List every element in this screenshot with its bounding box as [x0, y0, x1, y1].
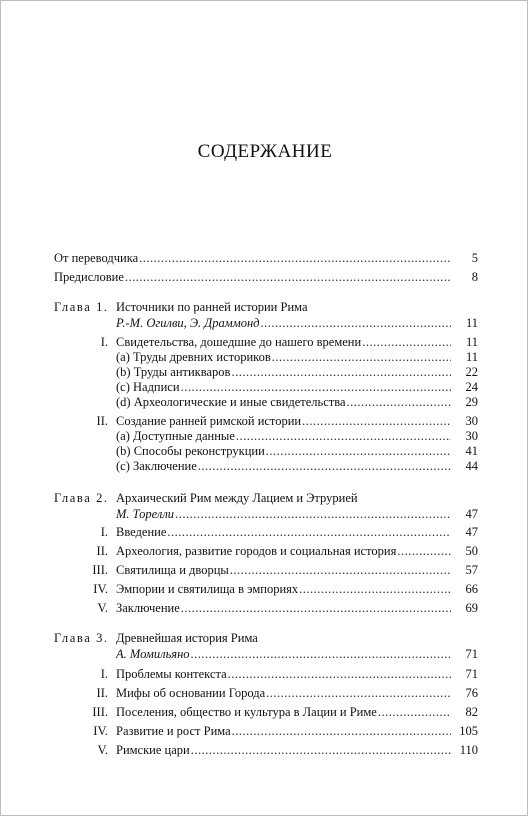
toc-entry-text: Введение — [116, 525, 167, 539]
toc-row — [1, 458, 528, 474]
toc-page-number: 110 — [459, 743, 478, 757]
toc-row — [1, 666, 528, 682]
toc-entry-text: Предисловие — [54, 270, 124, 284]
section-numeral: I. — [100, 667, 108, 681]
toc-entry-text: (c) Заключение — [116, 459, 197, 473]
section-numeral: II. — [96, 686, 108, 700]
toc-entry-text: (b) Труды антикваров — [116, 365, 231, 379]
toc-page-number: 5 — [471, 251, 478, 265]
section-numeral: I. — [100, 525, 108, 539]
toc-page-number: 71 — [465, 647, 478, 661]
toc-row — [1, 413, 528, 429]
section-numeral: II. — [96, 414, 108, 428]
contents-heading: СОДЕРЖАНИЕ — [197, 141, 333, 162]
chapter-3-authors — [1, 646, 528, 662]
toc-page-number: 11 — [465, 350, 478, 364]
toc-row — [1, 600, 528, 616]
toc-row — [1, 428, 528, 444]
dot-leader — [397, 543, 451, 559]
toc-row — [1, 349, 528, 365]
section-numeral: I. — [100, 335, 108, 349]
dot-leader — [191, 742, 451, 758]
toc-page-number: 29 — [465, 395, 478, 409]
dot-leader — [378, 704, 451, 720]
dot-leader — [175, 506, 451, 522]
toc-page-number: 66 — [465, 582, 478, 596]
toc-page-number: 69 — [465, 601, 478, 615]
toc-row — [1, 581, 528, 597]
dot-leader — [181, 379, 451, 395]
toc-page-number: 71 — [465, 667, 478, 681]
dot-leader — [181, 600, 451, 616]
toc-row-translator — [1, 250, 528, 266]
toc-page-number: 57 — [465, 563, 478, 577]
toc-entry-text: Эмпории и святилища в эмпориях — [116, 582, 299, 596]
dot-leader — [231, 364, 451, 380]
section-numeral: IV. — [93, 724, 108, 738]
toc-entry-text: От переводчика — [54, 251, 139, 265]
toc-entry-text: Проблемы контекста — [116, 667, 227, 681]
dot-leader — [125, 269, 451, 285]
toc-row — [1, 364, 528, 380]
toc-row — [1, 443, 528, 459]
toc-page-number: 47 — [465, 507, 478, 521]
dot-leader — [266, 443, 451, 459]
toc-entry-text: Римские цари — [116, 743, 190, 757]
toc-row — [1, 524, 528, 540]
toc-entry-text: Заключение — [116, 601, 180, 615]
dot-leader — [198, 458, 451, 474]
toc-entry-text: Создание ранней римской истории — [116, 414, 302, 428]
toc-row — [1, 394, 528, 410]
toc-page-number: 76 — [465, 686, 478, 700]
toc-page-number: 8 — [471, 270, 478, 284]
toc-entry-text: Святилища и дворцы — [116, 563, 229, 577]
dot-leader — [347, 394, 451, 410]
toc-entry-text: Археология, развитие городов и социальная история — [116, 544, 397, 558]
chapter-1-authors — [1, 315, 528, 331]
dot-leader — [232, 723, 451, 739]
toc-entry-text: Развитие и рост Рима — [116, 724, 231, 738]
toc-page-number: 11 — [465, 335, 478, 349]
dot-leader — [272, 349, 451, 365]
dot-leader — [191, 646, 451, 662]
dot-leader — [230, 562, 451, 578]
chapter-authors: А. Момильяно — [116, 647, 190, 661]
dot-leader — [299, 581, 451, 597]
toc-entry-text: Мифы об основании Города — [116, 686, 266, 700]
dot-leader — [236, 428, 451, 444]
section-numeral: III. — [92, 563, 108, 577]
dot-leader — [167, 524, 451, 540]
chapter-title: Древнейшая история Рима — [116, 631, 258, 645]
toc-row — [1, 543, 528, 559]
toc-page-number: 44 — [465, 459, 478, 473]
dot-leader — [362, 334, 451, 350]
section-numeral: IV. — [93, 582, 108, 596]
toc-entry-text: (d) Археологические и иные свидетельства — [116, 395, 346, 409]
toc-row — [1, 685, 528, 701]
toc-page-number: 30 — [465, 414, 478, 428]
chapter-1-heading — [1, 299, 528, 315]
toc-entry-text: (b) Способы реконструкции — [116, 444, 265, 458]
toc-page-number: 105 — [459, 724, 478, 738]
toc-entry-text: Поселения, общество и культура в Лации и Риме — [116, 705, 377, 719]
toc-page-number: 47 — [465, 525, 478, 539]
toc-row — [1, 704, 528, 720]
toc-row-preface — [1, 269, 528, 285]
chapter-2-heading — [1, 490, 528, 506]
dot-leader — [260, 315, 451, 331]
toc-entry-text: (c) Надписи — [116, 380, 180, 394]
chapter-title: Архаический Рим между Лацием и Этрурией — [116, 491, 358, 505]
chapter-label: Глава 1. — [54, 300, 109, 314]
section-numeral: III. — [92, 705, 108, 719]
chapter-title: Источники по ранней истории Рима — [116, 300, 308, 314]
section-numeral: V. — [97, 601, 108, 615]
chapter-authors: М. Торелли — [116, 507, 175, 521]
toc-row — [1, 379, 528, 395]
toc-page-number: 30 — [465, 429, 478, 443]
toc-page-number: 22 — [465, 365, 478, 379]
toc-page-number: 41 — [465, 444, 478, 458]
toc-page-number: 82 — [465, 705, 478, 719]
chapter-2-authors — [1, 506, 528, 522]
section-numeral: V. — [97, 743, 108, 757]
toc-row — [1, 334, 528, 350]
toc-entry-text: (a) Доступные данные — [116, 429, 235, 443]
toc-row — [1, 742, 528, 758]
toc-row — [1, 723, 528, 739]
chapter-label: Глава 3. — [54, 631, 109, 645]
chapter-authors: Р.-М. Огилви, Э. Драммонд — [116, 316, 260, 330]
toc-page-number: 24 — [465, 380, 478, 394]
chapter-label: Глава 2. — [54, 491, 109, 505]
toc-entry-text: Свидетельства, дошедшие до нашего времени — [116, 335, 362, 349]
section-numeral: II. — [96, 544, 108, 558]
toc-page-number: 50 — [465, 544, 478, 558]
dot-leader — [228, 666, 451, 682]
toc-row — [1, 562, 528, 578]
dot-leader — [139, 250, 451, 266]
dot-leader — [302, 413, 451, 429]
dot-leader — [266, 685, 451, 701]
toc-entry-text: (a) Труды древних историков — [116, 350, 271, 364]
chapter-3-heading — [1, 630, 528, 646]
toc-page-number: 11 — [465, 316, 478, 330]
